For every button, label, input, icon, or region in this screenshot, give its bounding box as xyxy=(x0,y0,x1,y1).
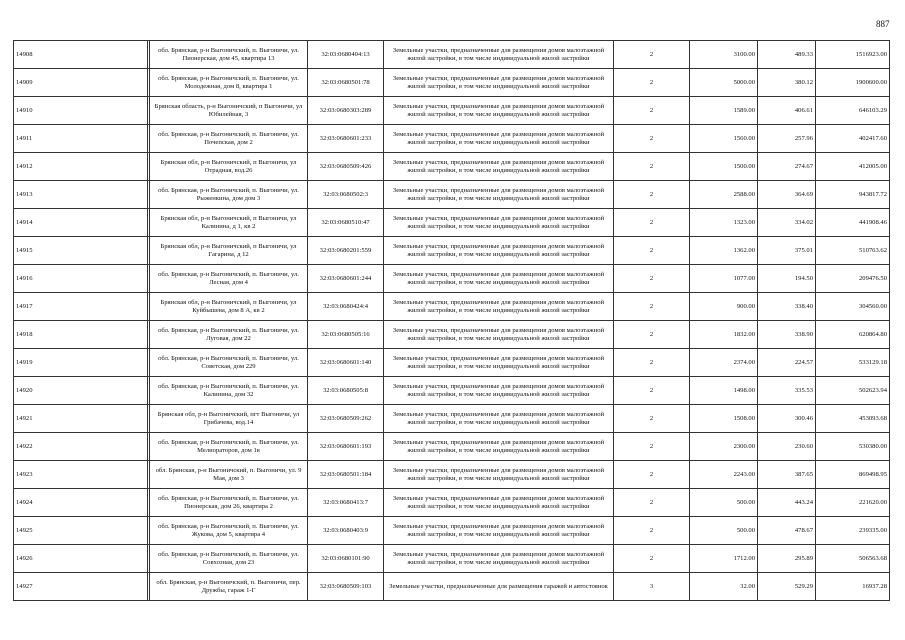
rate-cell: 443.24 xyxy=(758,489,816,517)
table-row xyxy=(14,125,890,153)
address-cell: обл. Брянская, р-н Выгоничский, п. Выгоничи, ул. Рыженкина, дом дом 3 xyxy=(150,181,308,209)
category-cell: 2 xyxy=(614,461,690,489)
land-use-cell: Земельные участки, предназначенные для размещения гаражей и автостоянок xyxy=(384,573,614,601)
land-use-cell: Земельные участки, предназначенные для размещения домов малоэтажной жилой застройки, в том числе индивидуальной жилой застройки xyxy=(384,209,614,237)
row-number: 14927 xyxy=(14,573,148,601)
land-use-cell: Земельные участки, предназначенные для размещения домов малоэтажной жилой застройки, в том числе индивидуальной жилой застройки xyxy=(384,237,614,265)
category-cell: 2 xyxy=(614,293,690,321)
land-use-cell: Земельные участки, предназначенные для размещения домов малоэтажной жилой застройки, в том числе индивидуальной жилой застройки xyxy=(384,265,614,293)
area-cell: 500.00 xyxy=(690,517,758,545)
land-use-cell: Земельные участки, предназначенные для размещения домов малоэтажной жилой застройки, в том числе индивидуальной жилой застройки xyxy=(384,41,614,69)
cadastral-value-cell: 1516923.00 xyxy=(816,41,890,69)
row-number: 14915 xyxy=(14,237,148,265)
address-cell: Брянская обл, р-н Выгоничский, п Выгоничи, ул Гагарина, д 12 xyxy=(150,237,308,265)
table-body xyxy=(14,41,890,601)
category-cell: 2 xyxy=(614,265,690,293)
table-row xyxy=(14,293,890,321)
rate-cell: 478.67 xyxy=(758,517,816,545)
cadastral-number-cell: 32:03:0680601:233 xyxy=(308,125,384,153)
rate-cell: 274.67 xyxy=(758,153,816,181)
area-cell: 1498.00 xyxy=(690,377,758,405)
cadastral-value-cell: 239335.00 xyxy=(816,517,890,545)
rate-cell: 295.89 xyxy=(758,545,816,573)
area-cell: 3100.00 xyxy=(690,41,758,69)
rate-cell: 364.69 xyxy=(758,181,816,209)
row-number: 14913 xyxy=(14,181,148,209)
row-number: 14916 xyxy=(14,265,148,293)
category-cell: 3 xyxy=(614,573,690,601)
area-cell: 1508.00 xyxy=(690,405,758,433)
area-cell: 1712.00 xyxy=(690,545,758,573)
category-cell: 2 xyxy=(614,69,690,97)
land-use-cell: Земельные участки, предназначенные для размещения домов малоэтажной жилой застройки, в том числе индивидуальной жилой застройки xyxy=(384,293,614,321)
table-row xyxy=(14,209,890,237)
category-cell: 2 xyxy=(614,41,690,69)
cadastral-value-cell: 646103.29 xyxy=(816,97,890,125)
address-cell: обл. Брянская, р-н Выгоничский, п. Выгоничи, ул. Совхозная, дом 23 xyxy=(150,545,308,573)
table-row xyxy=(14,69,890,97)
address-cell: обл. Брянская, р-н Выгоничский, п. Выгоничи, ул. Советская, дом 229 xyxy=(150,349,308,377)
land-use-cell: Земельные участки, предназначенные для размещения домов малоэтажной жилой застройки, в том числе индивидуальной жилой застройки xyxy=(384,153,614,181)
category-cell: 2 xyxy=(614,349,690,377)
table-row xyxy=(14,517,890,545)
cadastral-value-cell: 304560.00 xyxy=(816,293,890,321)
cadastral-value-cell: 533129.18 xyxy=(816,349,890,377)
area-cell: 5000.00 xyxy=(690,69,758,97)
cadastral-number-cell: 32:03:0680403:9 xyxy=(308,517,384,545)
category-cell: 2 xyxy=(614,321,690,349)
table-row xyxy=(14,321,890,349)
row-number: 14912 xyxy=(14,153,148,181)
cadastral-number-cell: 32:03:0680101:90 xyxy=(308,545,384,573)
area-cell: 1589.00 xyxy=(690,97,758,125)
row-number: 14924 xyxy=(14,489,148,517)
address-cell: обл. Брянская, р-н Выгоничский, п. Выгоничи, ул. Мелиораторов, дом 1в xyxy=(150,433,308,461)
rate-cell: 194.50 xyxy=(758,265,816,293)
row-number: 14926 xyxy=(14,545,148,573)
rate-cell: 529.29 xyxy=(758,573,816,601)
land-use-cell: Земельные участки, предназначенные для размещения домов малоэтажной жилой застройки, в том числе индивидуальной жилой застройки xyxy=(384,377,614,405)
cadastral-number-cell: 32:03:0680509:426 xyxy=(308,153,384,181)
address-cell: Брянская обл, р-н Выгоничский, п Выгоничи, ул Калинина, д 1, кв 2 xyxy=(150,209,308,237)
row-number: 14911 xyxy=(14,125,148,153)
rate-cell: 338.90 xyxy=(758,321,816,349)
area-cell: 1323.00 xyxy=(690,209,758,237)
cadastral-number-cell: 32:03:0680501:78 xyxy=(308,69,384,97)
address-cell: обл. Брянская, р-н Выгоничский, п. Выгоничи, ул. Лесная, дом 4 xyxy=(150,265,308,293)
row-number: 14923 xyxy=(14,461,148,489)
cadastral-number-cell: 32:03:0680413:7 xyxy=(308,489,384,517)
cadastral-value-cell: 441908.46 xyxy=(816,209,890,237)
cadastral-value-cell: 412005.00 xyxy=(816,153,890,181)
rate-cell: 406.61 xyxy=(758,97,816,125)
cadastral-number-cell: 32:03:0680601:193 xyxy=(308,433,384,461)
address-cell: обл. Брянская, р-н Выгоничский, п. Выгоничи, ул. Молодежная, дом 8, квартира 1 xyxy=(150,69,308,97)
address-cell: обл. Брянская, р-н Выгоничский, п. Выгоничи, ул. Пионерская, дом 45, квартира 13 xyxy=(150,41,308,69)
table-row xyxy=(14,405,890,433)
rate-cell: 224.57 xyxy=(758,349,816,377)
cadastral-number-cell: 32:03:0680505:16 xyxy=(308,321,384,349)
cadastral-number-cell: 32:03:0680601:244 xyxy=(308,265,384,293)
area-cell: 1832.00 xyxy=(690,321,758,349)
land-use-cell: Земельные участки, предназначенные для размещения домов малоэтажной жилой застройки, в том числе индивидуальной жилой застройки xyxy=(384,321,614,349)
cadastral-value-cell: 530380.00 xyxy=(816,433,890,461)
area-cell: 2243.00 xyxy=(690,461,758,489)
row-number: 14921 xyxy=(14,405,148,433)
table-row xyxy=(14,349,890,377)
row-number: 14909 xyxy=(14,69,148,97)
rate-cell: 489.33 xyxy=(758,41,816,69)
category-cell: 2 xyxy=(614,209,690,237)
area-cell: 1500.00 xyxy=(690,153,758,181)
cadastral-number-cell: 32:03:0680201:559 xyxy=(308,237,384,265)
cadastral-value-cell: 510763.62 xyxy=(816,237,890,265)
table-row xyxy=(14,265,890,293)
table-row xyxy=(14,237,890,265)
address-cell: Брянская обл, р-н Выгоничский, п Выгоничи, ул Куйбышева, дом 8 А, кв 2 xyxy=(150,293,308,321)
rate-cell: 338.40 xyxy=(758,293,816,321)
land-use-cell: Земельные участки, предназначенные для размещения домов малоэтажной жилой застройки, в том числе индивидуальной жилой застройки xyxy=(384,69,614,97)
row-number: 14917 xyxy=(14,293,148,321)
table-row xyxy=(14,377,890,405)
rate-cell: 375.01 xyxy=(758,237,816,265)
land-use-cell: Земельные участки, предназначенные для размещения домов малоэтажной жилой застройки, в том числе индивидуальной жилой застройки xyxy=(384,97,614,125)
table-row xyxy=(14,433,890,461)
land-use-cell: Земельные участки, предназначенные для размещения домов малоэтажной жилой застройки, в том числе индивидуальной жилой застройки xyxy=(384,489,614,517)
cadastral-value-cell: 209476.50 xyxy=(816,265,890,293)
area-cell: 2374.00 xyxy=(690,349,758,377)
land-use-cell: Земельные участки, предназначенные для размещения домов малоэтажной жилой застройки, в том числе индивидуальной жилой застройки xyxy=(384,349,614,377)
cadastral-value-cell: 502623.94 xyxy=(816,377,890,405)
row-number: 14919 xyxy=(14,349,148,377)
row-number: 14908 xyxy=(14,41,148,69)
category-cell: 2 xyxy=(614,237,690,265)
category-cell: 2 xyxy=(614,125,690,153)
category-cell: 2 xyxy=(614,545,690,573)
cadastral-value-cell: 506563.68 xyxy=(816,545,890,573)
rate-cell: 387.65 xyxy=(758,461,816,489)
land-registry-table xyxy=(13,40,890,601)
address-cell: обл. Брянская, р-н Выгоничский, п. Выгоничи, пер. Дружбы, гараж 1-Г xyxy=(150,573,308,601)
category-cell: 2 xyxy=(614,181,690,209)
land-use-cell: Земельные участки, предназначенные для размещения домов малоэтажной жилой застройки, в том числе индивидуальной жилой застройки xyxy=(384,125,614,153)
cadastral-value-cell: 1900600.00 xyxy=(816,69,890,97)
cadastral-number-cell: 32:03:0680509:103 xyxy=(308,573,384,601)
category-cell: 2 xyxy=(614,489,690,517)
area-cell: 500.00 xyxy=(690,489,758,517)
address-cell: Брянская обл, р-н Выгоничский, пгт Выгоничи, ул Грибачева, вод.14 xyxy=(150,405,308,433)
cadastral-number-cell: 32:03:0680502:3 xyxy=(308,181,384,209)
rate-cell: 334.02 xyxy=(758,209,816,237)
cadastral-number-cell: 32:03:0680303:289 xyxy=(308,97,384,125)
table-row xyxy=(14,489,890,517)
area-cell: 1560.00 xyxy=(690,125,758,153)
cadastral-number-cell: 32:03:0680501:184 xyxy=(308,461,384,489)
cadastral-number-cell: 32:03:0680404:13 xyxy=(308,41,384,69)
row-number: 14920 xyxy=(14,377,148,405)
area-cell: 2588.00 xyxy=(690,181,758,209)
table-row xyxy=(14,545,890,573)
rate-cell: 380.12 xyxy=(758,69,816,97)
category-cell: 2 xyxy=(614,153,690,181)
address-cell: Брянская область, р-н Выгоничский, п Выгоничи, ул Юбилейная, 3 xyxy=(150,97,308,125)
category-cell: 2 xyxy=(614,517,690,545)
address-cell: обл. Брянская, р-н Выгоничский, п. Выгоничи, ул. Жукова, дом 5, квартира 4 xyxy=(150,517,308,545)
land-use-cell: Земельные участки, предназначенные для размещения домов малоэтажной жилой застройки, в том числе индивидуальной жилой застройки xyxy=(384,405,614,433)
land-use-cell: Земельные участки, предназначенные для размещения домов малоэтажной жилой застройки, в том числе индивидуальной жилой застройки xyxy=(384,461,614,489)
rate-cell: 335.53 xyxy=(758,377,816,405)
address-cell: Брянская обл, р-н Выгоничский, п Выгоничи, ул Отрадная, вод.26 xyxy=(150,153,308,181)
category-cell: 2 xyxy=(614,97,690,125)
table-row xyxy=(14,573,890,601)
cadastral-number-cell: 32:03:0680510:47 xyxy=(308,209,384,237)
area-cell: 2300.00 xyxy=(690,433,758,461)
area-cell: 1362.00 xyxy=(690,237,758,265)
area-cell: 900.00 xyxy=(690,293,758,321)
category-cell: 2 xyxy=(614,405,690,433)
cadastral-value-cell: 402417.60 xyxy=(816,125,890,153)
address-cell: обл. Брянская, р-н Выгоничский, п. Выгоничи, ул. 9 Мая, дом 3 xyxy=(150,461,308,489)
table-row xyxy=(14,41,890,69)
rate-cell: 257.96 xyxy=(758,125,816,153)
table-row xyxy=(14,97,890,125)
cadastral-value-cell: 869498.95 xyxy=(816,461,890,489)
rate-cell: 300.46 xyxy=(758,405,816,433)
cadastral-number-cell: 32:03:0680509:262 xyxy=(308,405,384,433)
area-cell: 1077.00 xyxy=(690,265,758,293)
row-number: 14910 xyxy=(14,97,148,125)
cadastral-number-cell: 32:03:0680601:140 xyxy=(308,349,384,377)
cadastral-value-cell: 453093.68 xyxy=(816,405,890,433)
table-row xyxy=(14,461,890,489)
cadastral-value-cell: 943817.72 xyxy=(816,181,890,209)
category-cell: 2 xyxy=(614,377,690,405)
table-row xyxy=(14,153,890,181)
cadastral-number-cell: 32:03:0680424:4 xyxy=(308,293,384,321)
cadastral-value-cell: 221620.00 xyxy=(816,489,890,517)
address-cell: обл. Брянская, р-н Выгоничский, п. Выгоничи, ул. Калинина, дом 32 xyxy=(150,377,308,405)
row-number: 14925 xyxy=(14,517,148,545)
rate-cell: 230.60 xyxy=(758,433,816,461)
area-cell: 32.00 xyxy=(690,573,758,601)
address-cell: обл. Брянская, р-н Выгоничский, п. Выгоничи, ул. Пионерская, дом 26, квартира 2 xyxy=(150,489,308,517)
cadastral-number-cell: 32:03:0680505:8 xyxy=(308,377,384,405)
cadastral-value-cell: 16937.28 xyxy=(816,573,890,601)
cadastral-value-cell: 620864.80 xyxy=(816,321,890,349)
address-cell: обл. Брянская, р-н Выгоничский, п. Выгоничи, ул. Луговая, дом 22 xyxy=(150,321,308,349)
address-cell: обл. Брянская, р-н Выгоничский, п. Выгоничи, ул. Почепская, дом 2 xyxy=(150,125,308,153)
land-use-cell: Земельные участки, предназначенные для размещения домов малоэтажной жилой застройки, в том числе индивидуальной жилой застройки xyxy=(384,433,614,461)
table-row xyxy=(14,181,890,209)
land-use-cell: Земельные участки, предназначенные для размещения домов малоэтажной жилой застройки, в том числе индивидуальной жилой застройки xyxy=(384,545,614,573)
category-cell: 2 xyxy=(614,433,690,461)
row-number: 14914 xyxy=(14,209,148,237)
land-use-cell: Земельные участки, предназначенные для размещения домов малоэтажной жилой застройки, в том числе индивидуальной жилой застройки xyxy=(384,517,614,545)
row-number: 14922 xyxy=(14,433,148,461)
page-number: 887 xyxy=(876,19,890,29)
land-use-cell: Земельные участки, предназначенные для размещения домов малоэтажной жилой застройки, в том числе индивидуальной жилой застройки xyxy=(384,181,614,209)
row-number: 14918 xyxy=(14,321,148,349)
